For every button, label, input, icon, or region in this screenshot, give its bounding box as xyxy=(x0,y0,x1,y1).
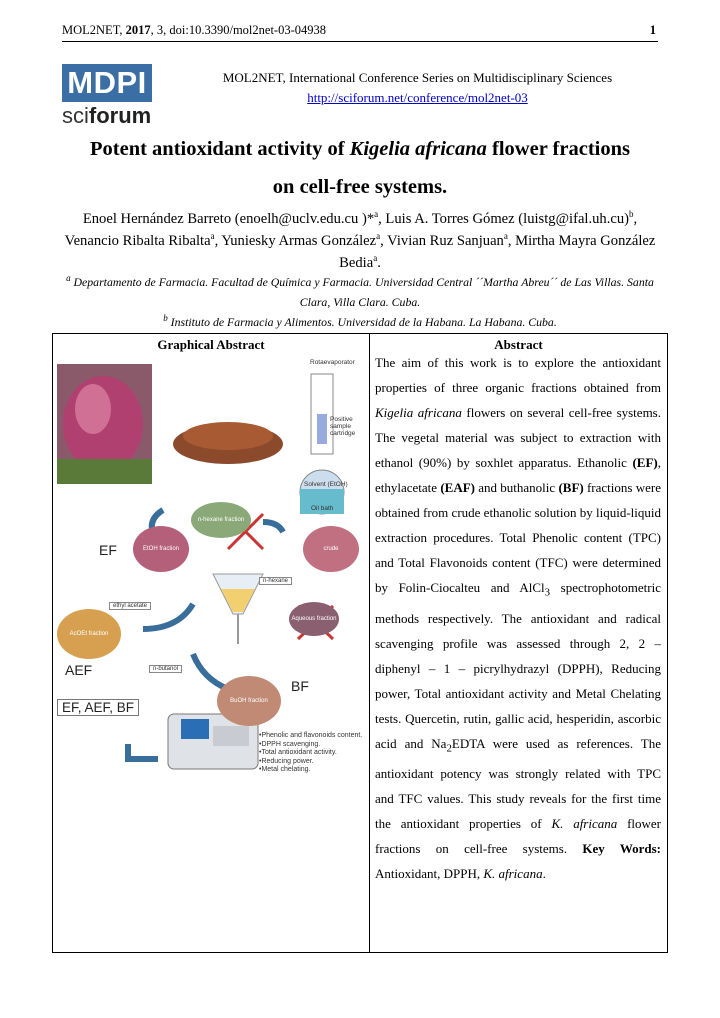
label-rotaevaporator: Rotaevaporator xyxy=(310,359,355,366)
label-ef: EF xyxy=(99,542,117,558)
arrow-icon xyxy=(128,744,158,759)
conference-info xyxy=(175,68,660,108)
label-n-hexane: n-hexane xyxy=(259,577,292,585)
page-number: 1 xyxy=(649,23,656,37)
acoet-fraction-node: AcOEt fraction xyxy=(57,609,121,659)
affiliation-b: $^b$ Instituto de Farmacia y Alimentos. Universidad de la Habana. La Habana. Cuba. xyxy=(163,313,557,329)
running-header xyxy=(62,23,658,42)
label-ethyl-acetate: ethyl acetate xyxy=(109,602,151,610)
test-item: •Total antioxidant activity. xyxy=(259,749,337,756)
tests-list xyxy=(259,732,362,775)
arrow-icon xyxy=(193,654,228,689)
sciforum-logo: sciforum xyxy=(62,103,152,128)
label-combined-fractions: EF, AEF, BF xyxy=(57,699,139,716)
label-n-butanol: n-butanol xyxy=(149,665,182,673)
label-oil-bath: Oil bath xyxy=(311,505,334,512)
label-bf: BF xyxy=(291,678,309,694)
test-item: •Metal chelating. xyxy=(259,766,311,773)
aqueous-fraction-node: Aqueous fraction xyxy=(289,602,339,636)
label-positive-cartridge: Positive sample cartridge xyxy=(330,416,356,437)
affiliations xyxy=(60,272,660,332)
label-aef: AEF xyxy=(65,662,93,678)
affiliation-a: $^a$ Departamento de Farmacia. Facultad de Química y Farmacia. Universidad Central ´´Martha Abreu´´ de Las Villas. Santa Clara, Villa Clara. Cuba. xyxy=(66,273,654,309)
etoh-fraction-node: EtOH fraction xyxy=(133,526,189,572)
column-divider xyxy=(369,334,370,952)
conference-name: MOL2NET, International Conference Series on Multidisciplinary Sciences xyxy=(222,70,613,85)
citation: MOL2NET, 2017, 3, doi:10.3390/mol2net-03-04938 xyxy=(62,23,326,37)
hexane-fraction-node: n-hexane fraction xyxy=(191,502,251,538)
graphical-abstract-heading: Graphical Abstract xyxy=(157,337,265,352)
test-item: •Phenolic and flavonoids content. xyxy=(259,732,363,739)
mdpi-logo: MDPI xyxy=(62,64,152,102)
label-solvent: Solvent (EtOH) xyxy=(304,481,348,488)
abstract-table xyxy=(52,333,668,953)
author-list: Enoel Hernández Barreto (enoelh@uclv.edu.cu )*$^a$, Luis A. Torres Gómez (luistg@ifal.uh.cu)$^b$, Venancio Ribalta Ribalta$^a$, Yuniesky Armas González$^a$, Vivian Ruz Sanjuan$^a$, Mirtha Mayra González Bedia$^a$. xyxy=(64,209,656,271)
arrow-icon xyxy=(263,522,283,532)
crude-node: crude xyxy=(303,526,359,572)
conference-link[interactable]: http://sciforum.net/conference/mol2net-03 xyxy=(307,90,528,105)
graphical-abstract-figure xyxy=(53,354,369,784)
paper-title: Potent antioxidant activity of Kigelia africana flower fractions on cell-free systems. xyxy=(90,138,630,198)
abstract-text: The aim of this work is to explore the antioxidant properties of three organic fractions obtained from Kigelia africana flowers on several cell-free systems. The vegetal material was subject to extraction with ethanol (90%) by soxhlet apparatus. Ethanolic (EF), ethylacetate (EAF) and buthanolic (BF) fractions were obtained from crude ethanolic solution by liquid-liquid extraction procedures. Total Phenolic content (TPC) and Total Flavonoids content (TFC) were determined by Folin-Ciocalteu and AlCl$_3$ spectrophotometric methods respectively. The antioxidant and radical scavenging profile was assessed through 2, 2 – diphenyl – 1 – picrylhydrazyl (DPPH), Reducing power, Total antioxidant activity and Metal Chelating tests. Quercetin, rutin, gallic acid, hesperidin, ascorbic acid and $Na_2EDTA$ were used as references. The antioxidant potency was strongly related with TPC and TFC values. This study reveals for the first time the antioxidant properties of K. africana flower fractions on cell-free systems. Key Words: Antioxidant, DPPH, K. africana. xyxy=(375,355,662,882)
test-item: •DPPH scavenging. xyxy=(259,740,321,748)
test-item: •Reducing power. xyxy=(259,757,314,765)
abstract-heading: Abstract xyxy=(494,337,543,352)
buoh-fraction-node: BuOH fraction xyxy=(217,676,281,726)
mdpi-sciforum-logo xyxy=(62,64,152,134)
